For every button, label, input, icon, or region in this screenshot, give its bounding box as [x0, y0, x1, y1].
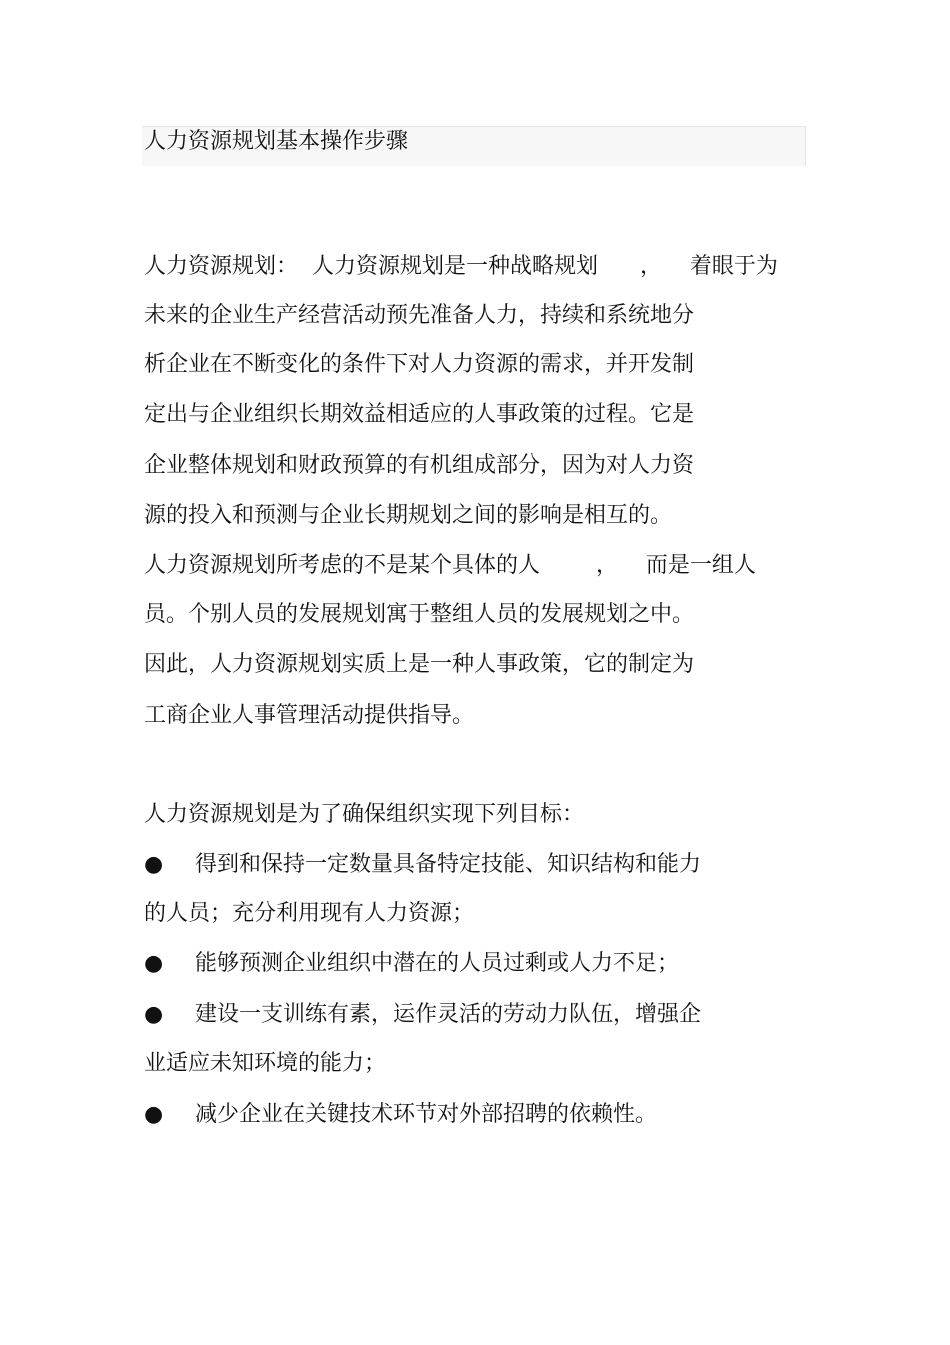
goals-intro: 人力资源规划是为了确保组织实现下列目标： [144, 802, 585, 827]
paragraph-line: 人力资源规划： 人力资源规划是一种战略规划 ， 着眼于为 [144, 254, 778, 279]
goal-item-continuation: 业适应未知环境的能力； [144, 1051, 387, 1076]
paragraph-line: 析企业在不断变化的条件下对人力资源的需求，并开发制 [144, 352, 695, 377]
goal-item: 得到和保持一定数量具备特定技能、知识结构和能力 [195, 852, 702, 877]
bullet-dot: ● [144, 852, 164, 877]
paragraph-line: 定出与企业组织长期效益相适应的人事政策的过程。它是 [144, 402, 695, 427]
paragraph-line: 因此，人力资源规划实质上是一种人事政策，它的制定为 [144, 652, 695, 677]
goal-item: 减少企业在关键技术环节对外部招聘的依赖性。 [195, 1102, 658, 1127]
bullet-dot: ● [144, 1102, 164, 1127]
goal-item: 建设一支训练有素，运作灵活的劳动力队伍，增强企 [195, 1002, 702, 1027]
bullet-dot: ● [144, 951, 164, 976]
goal-item: 能够预测企业组织中潜在的人员过剩或人力不足； [195, 951, 680, 976]
paragraph-line: 人力资源规划所考虑的不是某个具体的人 ， 而是一组人 [144, 553, 756, 578]
paragraph-line: 源的投入和预测与企业长期规划之间的影响是相互的。 [144, 503, 673, 528]
paragraph-line: 员。个别人员的发展规划寓于整组人员的发展规划之中。 [144, 602, 695, 627]
paragraph-line: 企业整体规划和财政预算的有机组成部分，因为对人力资 [144, 453, 695, 478]
goal-item-continuation: 的人员；充分利用现有人力资源； [144, 901, 475, 926]
paragraph-line: 工商企业人事管理活动提供指导。 [144, 703, 475, 728]
bullet-dot: ● [144, 1002, 164, 1027]
paragraph-line: 未来的企业生产经营活动预先准备人力，持续和系统地分 [144, 303, 695, 328]
document-title: 人力资源规划基本操作步骤 [144, 129, 409, 154]
